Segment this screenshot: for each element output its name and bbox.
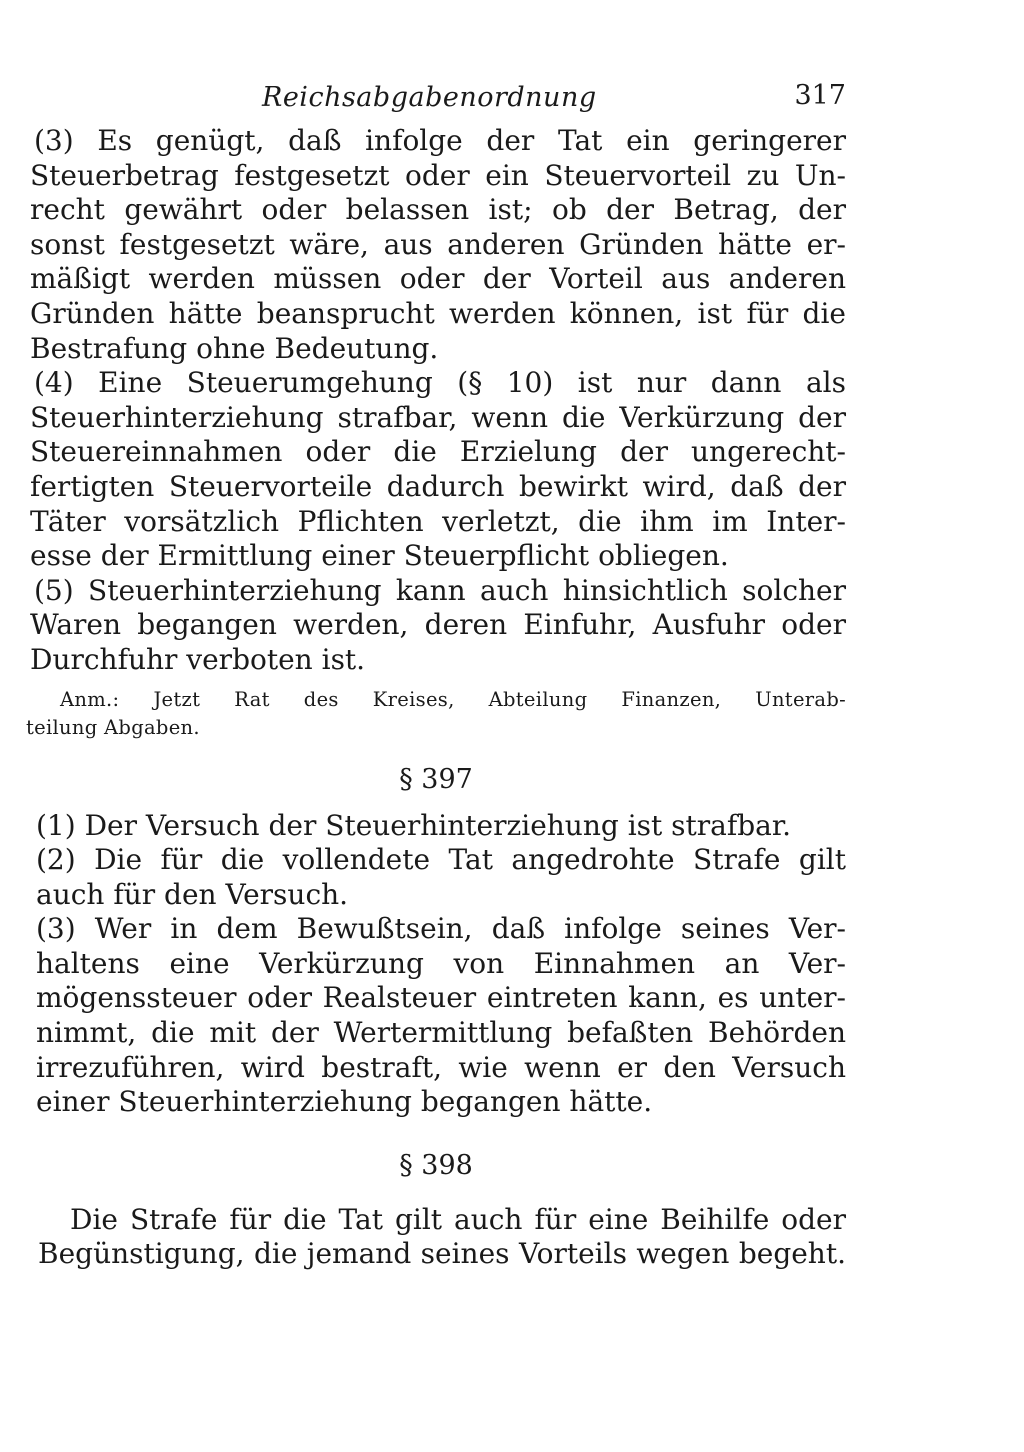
text-line: Waren begangen werden, deren Einfuhr, Ausfuhr oder [30, 608, 846, 642]
text-line: Durchfuhr verboten ist. [30, 642, 366, 676]
paragraph-3 [26, 124, 846, 366]
note-line: teilung Abgaben. [26, 715, 200, 739]
text-line: mögenssteuer oder Realsteuer eintreten kann, es unter- [36, 981, 846, 1015]
text-line: mäßigt werden müssen oder der Vorteil aus anderen [30, 262, 846, 296]
running-title: Reichsabgabenordnung [262, 82, 597, 113]
paragraph-4 [26, 366, 846, 574]
text-line: esse der Ermittlung einer Steuerpflicht obliegen. [30, 539, 729, 573]
paragraph-397-2 [26, 843, 846, 912]
text-line: (5) Steuerhinterziehung kann auch hinsichtlich solcher [34, 573, 846, 607]
paragraph-397-3 [26, 912, 846, 1120]
text-line: irrezuführen, wird bestraft, wie wenn er den Versuch [36, 1050, 846, 1084]
paragraph-397-1 [26, 809, 846, 844]
text-line: (2) Die für die vollendete Tat angedrohte Strafe gilt [36, 843, 846, 877]
text-line: (1) Der Versuch der Steuerhinterziehung ist strafbar. [36, 808, 792, 842]
text-line: fertigten Steuervorteile dadurch bewirkt wird, daß der [30, 469, 846, 503]
text-line: (3) Es genügt, daß infolge der Tat ein geringerer [34, 124, 846, 157]
text-line: recht gewährt oder belassen ist; ob der Betrag, der [30, 193, 846, 227]
text-line: (3) Wer in dem Bewußtsein, daß infolge seines Ver- [36, 912, 846, 946]
text-line: einer Steuerhinterziehung begangen hätte. [36, 1085, 653, 1119]
page [26, 68, 846, 1272]
section-heading-398: § 398 [399, 1149, 473, 1181]
text-line: Bestrafung ohne Bedeutung. [30, 331, 439, 365]
page-number: 317 [794, 80, 846, 111]
text-line: Täter vorsätzlich Pflichten verletzt, die ihm im Inter- [30, 504, 846, 538]
note-line: Anm.: Jetzt Rat des Kreises, Abteilung Finanzen, Unterab- [60, 687, 846, 711]
text-line: auch für den Versuch. [36, 877, 349, 911]
text-line: Begünstigung, die jemand seines Vorteils wegen begeht. [38, 1237, 846, 1271]
text-line: (4) Eine Steuerumgehung (§ 10) ist nur dann als [34, 366, 846, 400]
text-line: sonst festgesetzt wäre, aus anderen Gründen hätte er- [30, 227, 846, 261]
text-line: Steuerbetrag festgesetzt oder ein Steuervorteil zu Un- [30, 158, 846, 192]
text-line: Gründen hätte beansprucht werden können, ist für die [30, 296, 846, 330]
running-header [26, 68, 846, 124]
section-heading-397: § 397 [399, 763, 473, 795]
paragraph-5 [26, 574, 846, 678]
text-line: nimmt, die mit der Wertermittlung befaßten Behörden [36, 1016, 846, 1050]
annotation-note [26, 686, 846, 742]
text-line: Steuerhinterziehung strafbar, wenn die Verkürzung der [30, 400, 846, 434]
text-line: Die Strafe für die Tat gilt auch für eine Beihilfe oder [70, 1202, 846, 1236]
text-line: haltens eine Verkürzung von Einnahmen an Ver- [36, 946, 846, 980]
paragraph-398 [26, 1203, 846, 1272]
text-line: Steuereinnahmen oder die Erzielung der ungerecht- [30, 435, 846, 469]
